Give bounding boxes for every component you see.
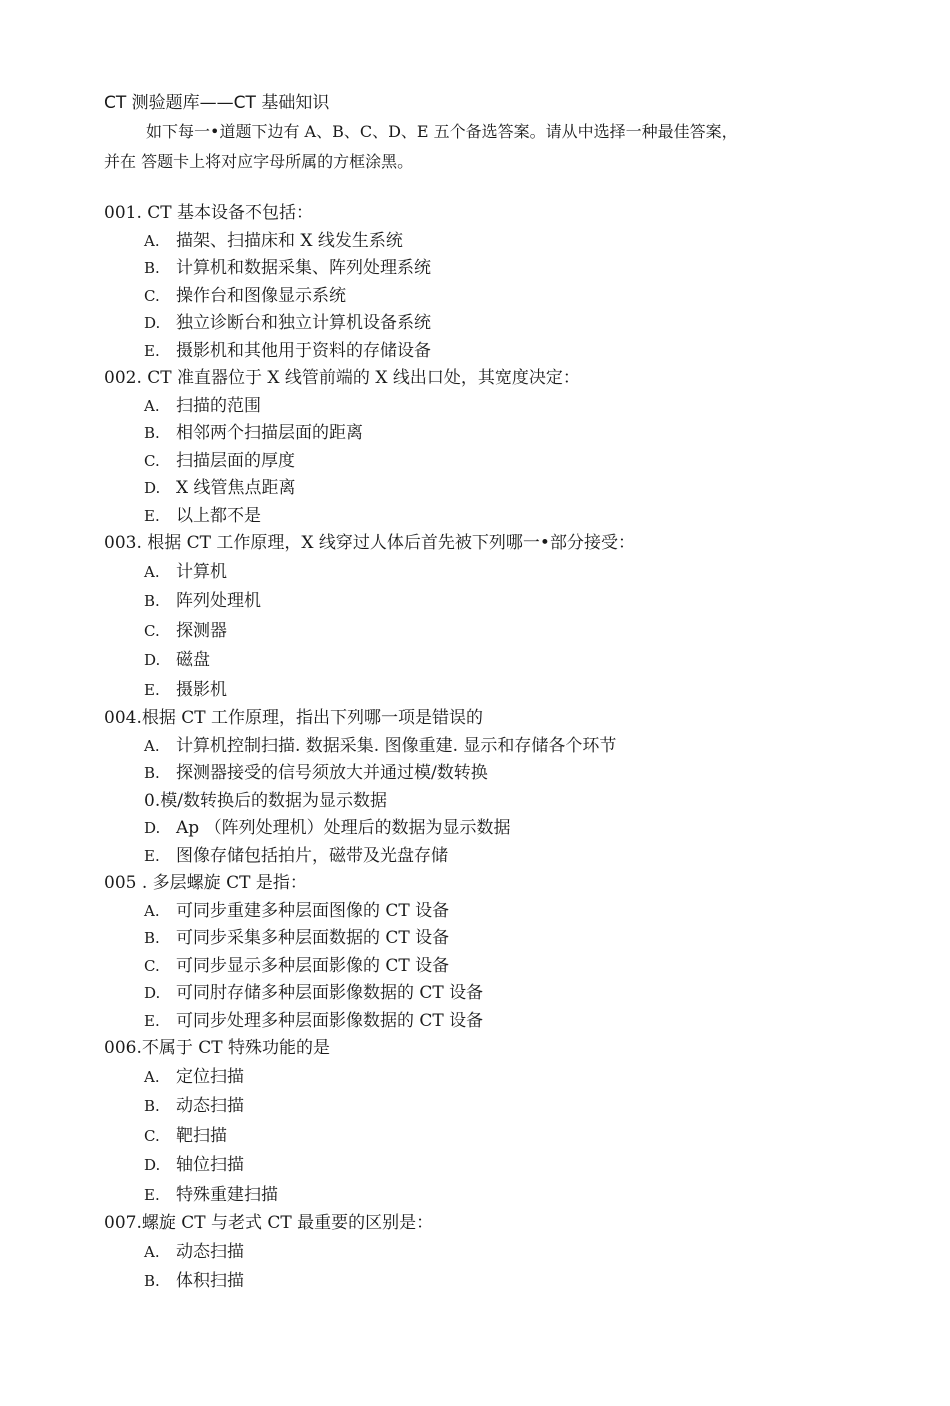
option-text: Ap （阵列处理机）处理后的数据为显示数据 — [176, 818, 511, 838]
answer-option — [104, 646, 884, 676]
answer-option — [104, 733, 884, 761]
answer-option — [104, 788, 884, 816]
option-text: 特殊重建扫描 — [176, 1184, 278, 1205]
option-letter: D. — [144, 314, 161, 332]
answer-option — [104, 1063, 884, 1093]
option-letter: E. — [144, 846, 160, 865]
answer-option — [104, 760, 884, 788]
answer-option — [104, 1238, 884, 1268]
question-list — [104, 200, 884, 1297]
option-letter: C. — [144, 286, 160, 305]
answer-option — [104, 815, 884, 843]
instructions-line-1: 如下每一•道题下边有 A、B、C、D、E 五个备选答案。请从中选择一种最佳答案， — [146, 122, 738, 141]
answer-option — [104, 925, 884, 953]
answer-option — [104, 475, 884, 503]
option-text: 计算机 — [176, 561, 227, 582]
option-text: 轴位扫描 — [176, 1155, 244, 1175]
option-text: 可同肘存储多种层面影像数据的 CT 设备 — [176, 983, 484, 1003]
option-letter: C. — [144, 621, 160, 640]
option-letter: B. — [144, 259, 160, 277]
answer-option — [104, 503, 884, 531]
question-stem: 001. CT 基本设备不包括： — [104, 203, 314, 223]
option-text: 描架、扫描床和 X 线发生系统 — [176, 230, 403, 251]
option-letter: A. — [144, 736, 160, 755]
question-block — [104, 870, 884, 1035]
question-stem: 005 . 多层螺旋 CT 是指： — [104, 873, 307, 893]
option-letter: A. — [144, 231, 160, 250]
option-text: 体积扫描 — [176, 1271, 244, 1291]
option-letter: B. — [144, 1272, 160, 1290]
answer-option — [104, 338, 884, 366]
question-block — [104, 365, 884, 530]
instructions-line-2: 并在 答题卡上将对应字母所属的方框涂黑。 — [104, 152, 414, 171]
option-text: 扫描的范围 — [176, 395, 261, 416]
option-text: 以上都不是 — [176, 505, 261, 526]
answer-option — [104, 228, 884, 256]
question-stem: 004.根据 CT 工作原理，指出下列哪一项是错误的 — [104, 708, 484, 728]
option-text: 计算机控制扫描. 数据采集. 图像重建. 显示和存储各个环节 — [176, 735, 617, 756]
answer-option — [104, 1008, 884, 1036]
option-letter: D. — [144, 479, 161, 497]
option-text: 0.模/数转换后的数据为显示数据 — [144, 790, 387, 811]
answer-option — [104, 898, 884, 926]
option-text: 可同步处理多种层面影像数据的 CT 设备 — [176, 1010, 484, 1031]
answer-option — [104, 953, 884, 981]
option-text: 阵列处理机 — [176, 591, 261, 611]
option-text: X 线管焦点距离 — [176, 478, 296, 498]
option-text: 相邻两个扫描层面的距离 — [176, 423, 363, 443]
question-block — [104, 200, 884, 365]
option-letter: D. — [144, 1156, 161, 1174]
option-text: 独立诊断台和独立计算机设备系统 — [176, 313, 431, 333]
option-text: 探测器 — [176, 620, 227, 641]
option-text: 图像存储包括拍片，磁带及光盘存储 — [176, 845, 448, 866]
option-letter: D. — [144, 819, 161, 837]
option-letter: A. — [144, 901, 160, 920]
option-letter: B. — [144, 1097, 160, 1115]
option-text: 可同步采集多种层面数据的 CT 设备 — [176, 928, 450, 948]
answer-option — [104, 283, 884, 311]
option-letter: B. — [144, 424, 160, 442]
option-letter: A. — [144, 1242, 160, 1261]
option-text: 计算机和数据采集、阵列处理系统 — [176, 258, 431, 278]
document-title: CT 测验题库——CT 基础知识 — [104, 93, 330, 113]
option-text: 靶扫描 — [176, 1125, 227, 1146]
option-letter: E. — [144, 341, 160, 360]
option-text: 磁盘 — [176, 650, 210, 670]
option-text: 探测器接受的信号须放大并通过模/数转换 — [176, 763, 488, 783]
answer-option — [104, 448, 884, 476]
instructions — [104, 117, 844, 177]
question-block — [104, 1210, 884, 1297]
answer-option — [104, 617, 884, 647]
option-letter: C. — [144, 1126, 160, 1145]
answer-option — [104, 1267, 884, 1297]
option-text: 动态扫描 — [176, 1241, 244, 1262]
question-stem: 003. 根据 CT 工作原理，X 线穿过人体后首先被下列哪一•部分接受： — [104, 533, 635, 553]
answer-option — [104, 420, 884, 448]
answer-option — [104, 980, 884, 1008]
option-letter: A. — [144, 562, 160, 581]
answer-option — [104, 1151, 884, 1181]
option-letter: E. — [144, 506, 160, 525]
option-letter: D. — [144, 651, 161, 669]
option-letter: E. — [144, 680, 160, 699]
answer-option — [104, 1181, 884, 1211]
option-text: 操作台和图像显示系统 — [176, 285, 346, 306]
option-letter: C. — [144, 956, 160, 975]
question-stem: 007.螺旋 CT 与老式 CT 最重要的区别是： — [104, 1213, 434, 1233]
option-letter: D. — [144, 984, 161, 1002]
answer-option — [104, 676, 884, 706]
question-stem: 002. CT 准直器位于 X 线管前端的 X 线出口处，其宽度决定： — [104, 368, 580, 388]
option-letter: C. — [144, 451, 160, 470]
answer-option — [104, 393, 884, 421]
answer-option — [104, 310, 884, 338]
option-text: 扫描层面的厚度 — [176, 450, 295, 471]
option-letter: A. — [144, 1067, 160, 1086]
answer-option — [104, 558, 884, 588]
question-block — [104, 1035, 884, 1210]
option-letter: B. — [144, 592, 160, 610]
answer-option — [104, 843, 884, 871]
answer-option — [104, 1092, 884, 1122]
answer-option — [104, 1122, 884, 1152]
question-stem: 006.不属于 CT 特殊功能的是 — [104, 1038, 331, 1058]
option-text: 摄影机和其他用于资料的存储设备 — [176, 340, 431, 361]
option-text: 摄影机 — [176, 679, 227, 700]
option-letter: E. — [144, 1011, 160, 1030]
option-text: 可同步显示多种层面影像的 CT 设备 — [176, 955, 450, 976]
option-letter: A. — [144, 396, 160, 415]
option-text: 定位扫描 — [176, 1066, 244, 1087]
option-text: 动态扫描 — [176, 1096, 244, 1116]
question-block — [104, 705, 884, 870]
option-text: 可同步重建多种层面图像的 CT 设备 — [176, 900, 450, 921]
option-letter: B. — [144, 764, 160, 782]
option-letter: B. — [144, 929, 160, 947]
option-letter: E. — [144, 1185, 160, 1204]
answer-option — [104, 255, 884, 283]
answer-option — [104, 587, 884, 617]
question-block — [104, 530, 884, 705]
